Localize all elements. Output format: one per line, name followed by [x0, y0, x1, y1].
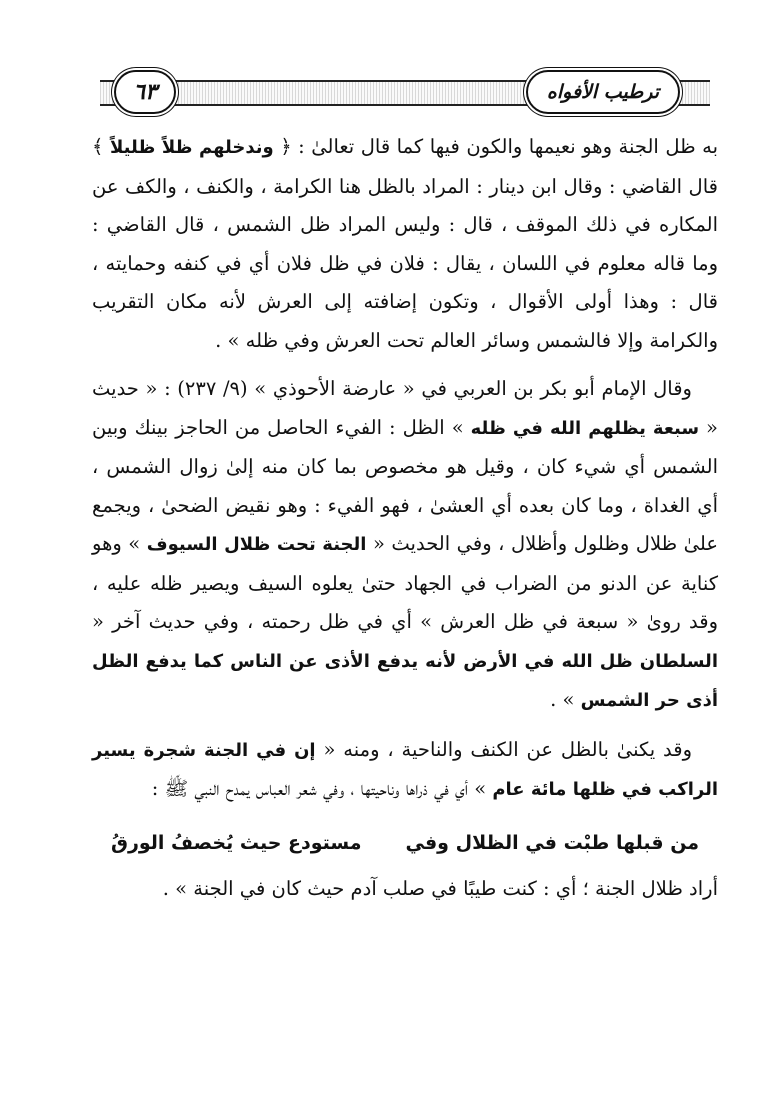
hadith-quote: السلطان ظل الله في الأرض لأنه يدفع الأذى عن الناس كما يدفع الظل أذى حر الشمس: [92, 650, 718, 711]
text-run: » أي في ذراها وناحيتها ، وفي شعر العباس يمدح النبي ﷺ :: [151, 777, 493, 800]
verse-first-hemistich: من قبلها طبْت في الظلال وفي: [405, 831, 700, 854]
poetry-verse: [92, 824, 718, 863]
quran-quote: وندخلهم ظلاً ظليلاً: [109, 137, 274, 158]
text-run: ﴾ قال القاضي : وقال ابن دينار : المراد بالظل هنا الكرامة ، والكنف ، والكف عن المكاره في ذلك الموقف ، قال : وليس المراد ظل الشمس ، قال القاضي : وما قاله معلوم في اللسان ، يقال : فلان في ظل فلان أي في كنفه وحمايته ، قال : وهذا أولى الأقوال ، وتكون إضافته إلى العرش لأنه مكان التقريب والكرامة وإلا فالشمس وسائر العالم تحت العرش وفي ظله » .: [92, 135, 718, 352]
text-run: وقد يكنىٰ بالظل عن الكنف والناحية ، ومنه «: [315, 737, 692, 761]
page-body: [92, 128, 718, 909]
text-run: » وهو كناية عن الدنو من الضراب في الجهاد حتىٰ يعلوه السيف ويصير ظله عليه ، وقد روىٰ « سبعة في ظل العرش » أي في ظل رحمته ، وفي حديث آخر «: [92, 532, 718, 633]
paragraph-3: [92, 731, 718, 810]
text-run: » الظل : الفيء الحاصل من الحاجز بينك وبين الشمس أي شيء كان ، وقيل هو مخصوص بما كان منه إلىٰ زوال الشمس ، أي الغداة ، وما كان بعده أي العشىٰ ، فهو الفيء : وهو نقيض الضحىٰ ، ويجمع علىٰ ظلال وظلول وأظلال ، وفي الحديث «: [92, 415, 718, 555]
paragraph-1: [92, 128, 718, 360]
page-header: [100, 70, 710, 120]
text-run: وقال الإمام أبو بكر بن العربي في « عارضة الأحوذي » (٩/ ٢٣٧) : « حديث «: [92, 377, 718, 439]
text-run: » .: [550, 688, 581, 711]
paragraph-2: [92, 370, 718, 721]
book-title: ترطيب الأفواه: [526, 70, 680, 114]
text-run: أراد ظلال الجنة ؛ أي : كنت طيبًا في صلب آدم حيث كان في الجنة » .: [162, 877, 718, 900]
text-run: به ظل الجنة وهو نعيمها والكون فيها كما قال تعالىٰ : ﴿: [273, 135, 718, 158]
verse-second-hemistich: مستودع حيث يُخصفُ الورقُ: [110, 831, 362, 854]
paragraph-4: [92, 870, 718, 909]
hadith-quote: الجنة تحت ظلال السيوف: [146, 534, 367, 555]
page-number: ٦٣: [114, 70, 176, 114]
hadith-quote: سبعة يظلهم الله في ظله: [470, 417, 700, 439]
hadith-quote: إن في الجنة شجرة يسير الراكب في ظلها مائة عام: [92, 739, 718, 800]
